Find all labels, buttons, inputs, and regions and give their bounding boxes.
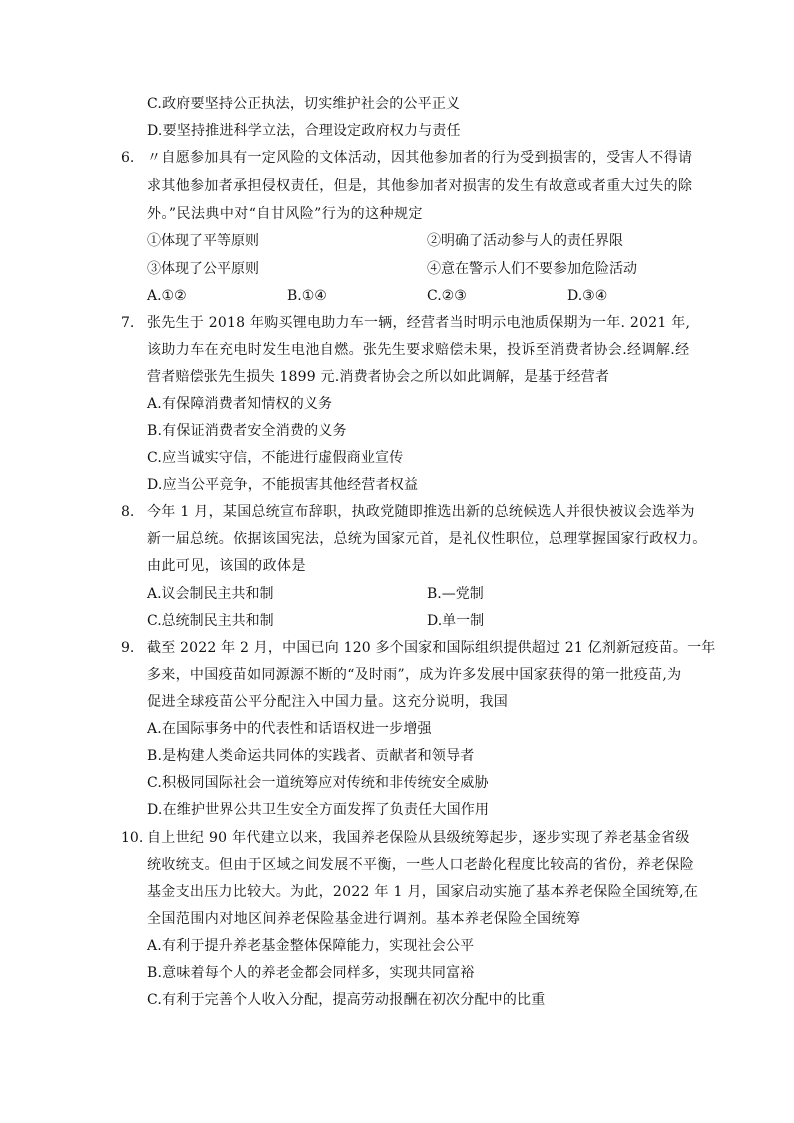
q5-option-d: D.要坚持推进科学立法，合理设定政府权力与责任	[147, 123, 461, 139]
q7-option-a: A.有保障消费者知情权的义务	[147, 396, 333, 412]
q8-stem-line-1: 今年 1 月，某国总统宣布辞职，执政党随即推选出新的总统候选人并很快被议会选举为	[147, 504, 695, 520]
q6-statement-3: ③体现了公平原则	[147, 261, 259, 277]
question-number: 6.	[121, 150, 135, 166]
q5-option-c: C.政府要坚持公正执法，切实维护社会的公平正义	[147, 96, 461, 112]
q10-stem-line-4: 全国范围内对地区间养老保险基金进行调剂。基本养老保险全国统筹	[147, 911, 581, 927]
q8-stem-line-3: 由此可见，该国的政体是	[147, 558, 306, 574]
q7-stem-line-1: 张先生于 2018 年购买锂电助力车一辆，经营者当时明示电池质保期为一年. 2021 年,	[147, 315, 691, 331]
question-number: 8.	[121, 504, 135, 520]
question-number: 9.	[121, 640, 135, 656]
q6-option-b: B.①④	[287, 288, 327, 304]
q9-option-a: A.在国际事务中的代表性和话语权进一步增强	[147, 721, 432, 737]
q6-option-c: C.②③	[427, 288, 467, 304]
q7-option-c: C.应当诚实守信，不能进行虚假商业宣传	[147, 450, 404, 466]
q7-option-d: D.应当公平竞争，不能损害其他经营者权益	[147, 477, 419, 493]
q9-stem-line-3: 促进全球疫苗公平分配注入中国力量。这充分说明，我国	[147, 694, 509, 710]
q6-statement-4: ④意在警示人们不要参加危险活动	[427, 261, 637, 277]
q6-statement-2: ②明确了活动参与人的责任界限	[427, 233, 623, 249]
q8-option-b: B.—党制	[427, 586, 484, 602]
q9-option-d: D.在维护世界公共卫生安全方面发挥了负责任大国作用	[147, 802, 490, 818]
q9-option-b: B.是构建人类命运共同体的实践者、贡献者和领导者	[147, 748, 475, 764]
question-number: 10.	[121, 830, 144, 846]
q9-stem-line-1: 截至 2022 年 2 月，中国已向 120 多个国家和国际组织提供超过 21 亿剂新冠疫苗。一年	[147, 640, 716, 656]
q6-option-d: D.③④	[567, 288, 608, 304]
q8-option-a: A.议会制民主共和制	[147, 586, 274, 602]
q7-stem-line-2: 该助力车在充电时发生电池自燃。张先生要求赔偿未果，投诉至消费者协会.经调解.经	[147, 342, 690, 358]
q8-option-c: C.总统制民主共和制	[147, 613, 274, 629]
q10-option-a: A.有利于提升养老基金整体保障能力，实现社会公平	[147, 938, 475, 954]
q6-stem-line-3: 外。”民法典中对“自甘风险”行为的这种规定	[147, 206, 423, 222]
q7-stem-line-3: 营者赔偿张先生损失 1899 元.消费者协会之所以如此调解，是基于经营者	[147, 369, 610, 385]
q6-statement-1: ①体现了平等原则	[147, 233, 259, 249]
q6-stem-line-1: 〃自愿参加具有一定风险的文体活动，因其他参加者的行为受到损害的，受害人不得请	[147, 150, 693, 166]
q6-option-a: A.①②	[147, 288, 187, 304]
q10-stem-line-3: 基金支出压力比较大。为此，2022 年 1 月，国家启动实施了基本养老保险全国统筹,在	[147, 884, 699, 900]
q9-option-c: C.积极同国际社会一道统筹应对传统和非传统安全威胁	[147, 775, 489, 791]
question-number: 7.	[121, 315, 135, 331]
q6-stem-line-2: 求其他参加者承担侵权责任，但是，其他参加者对损害的发生有故意或者重大过失的除	[147, 178, 693, 194]
q9-stem-line-2: 多来，中国疫苗如同源源不断的“及时雨”，成为许多发展中国家获得的第一批疫苗,为	[147, 667, 682, 683]
q10-stem-line-1: 自上世纪 90 年代建立以来，我国养老保险从县级统筹起步，逐步实现了养老基金省级	[147, 830, 690, 846]
q10-option-b: B.意味着每个人的养老金都会同样多，实现共同富裕	[147, 965, 475, 981]
q8-stem-line-2: 新一届总统。依据该国宪法，总统为国家元首，是礼仪性职位，总理掌握国家行政权力。	[147, 531, 707, 547]
q7-option-b: B.有保证消费者安全消费的义务	[147, 423, 347, 439]
q10-stem-line-2: 统收统支。但由于区域之间发展不平衡，一些人口老龄化程度比较高的省份，养老保险	[147, 857, 695, 873]
q8-option-d: D.单一制	[427, 613, 485, 629]
q10-option-c: C.有利于完善个人收入分配，提高劳动报酬在初次分配中的比重	[147, 992, 546, 1008]
